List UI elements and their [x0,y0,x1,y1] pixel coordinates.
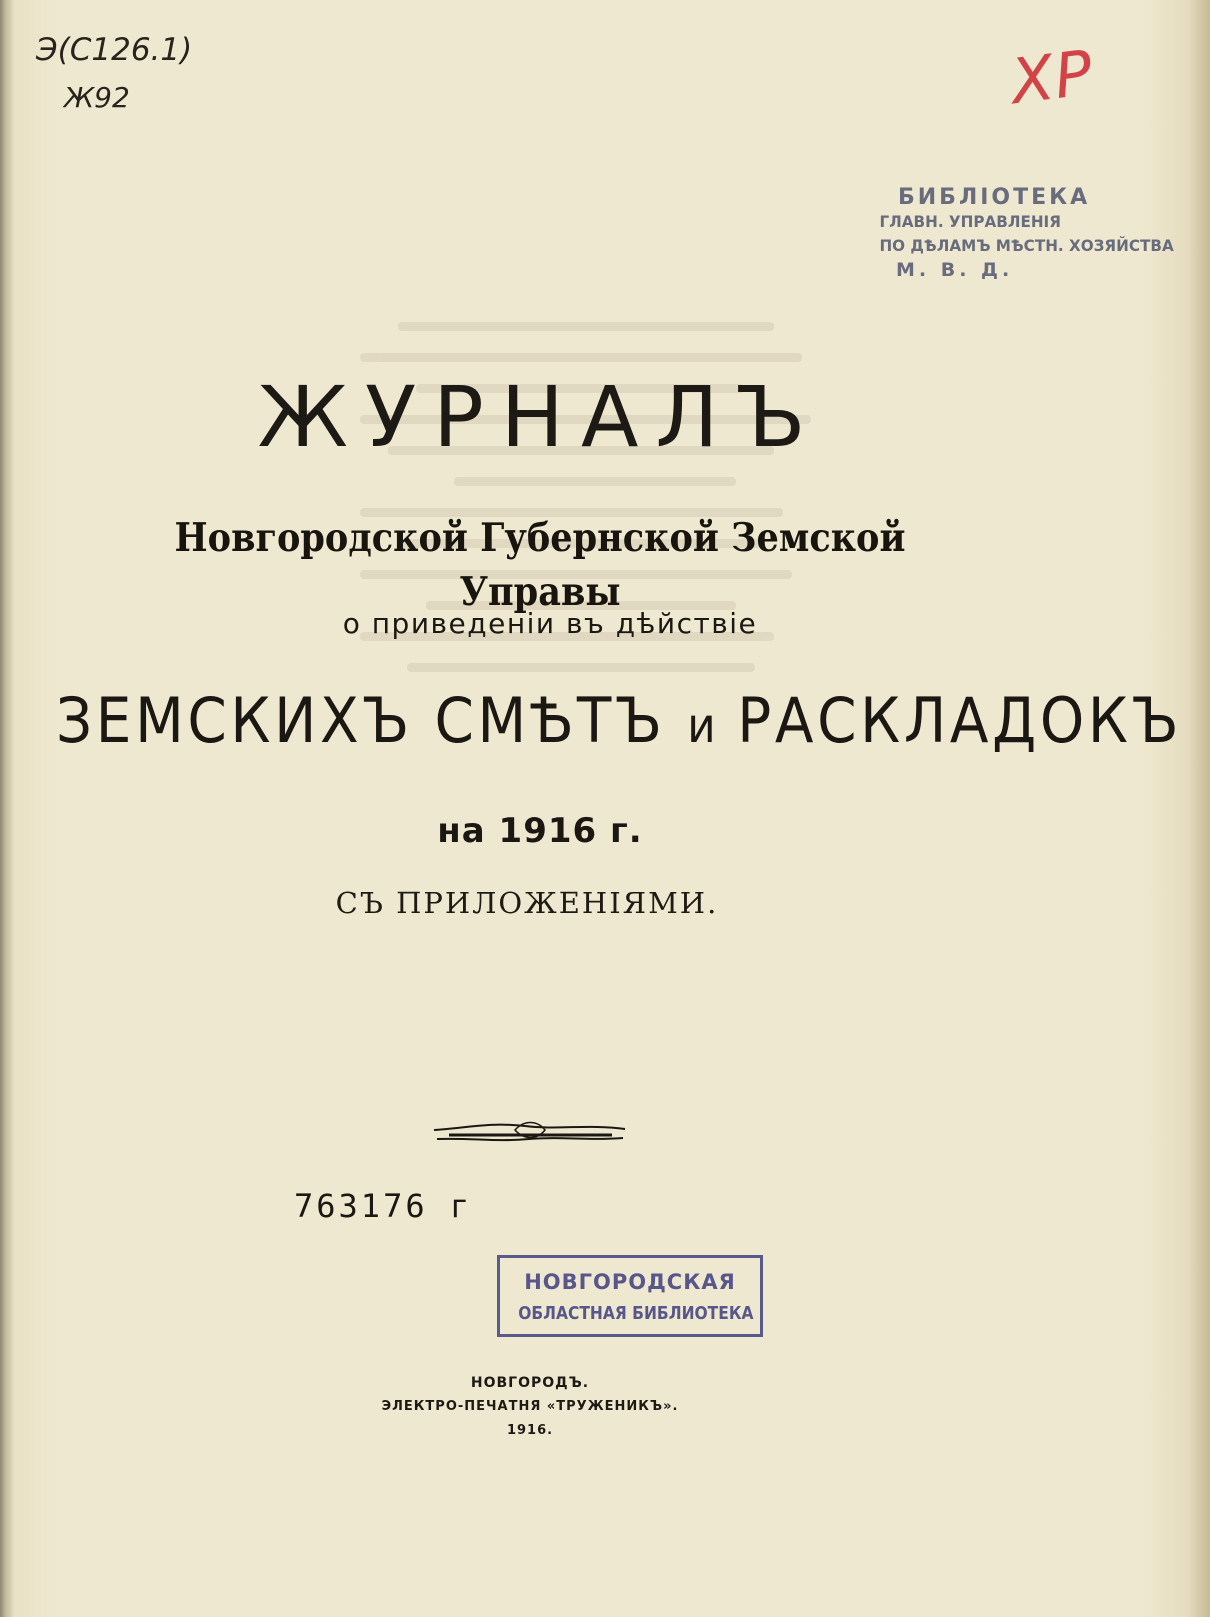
red-ink-mark: ХР [1006,35,1098,119]
imprint-printer: ЭЛЕКТРО-ПЕЧАТНЯ «ТРУЖЕНИКЪ». [381,1399,679,1414]
document-title: ЖУРНАЛЪ [257,368,823,466]
main-subject-heading [55,683,1183,759]
shelfmark-line-1: Э(С126.1) [36,32,193,68]
handwritten-shelfmark [36,26,206,136]
library-ownership-stamp [866,185,1174,294]
ornament-line-bottom [437,1138,623,1140]
ornament-line-top [434,1125,625,1130]
library-stamp-line-2: ГЛАВН. УПРАВЛЕНІЯ [879,212,1061,231]
library-stamp-line-1: БИБЛІОТЕКА [898,185,1091,210]
bleed-through-line [360,353,802,362]
subject-preposition-line: о приведеніи въ дѣйствіе [342,607,758,640]
bleed-through-line [454,477,736,486]
library-stamp-line-3: ПО ДѢЛАМЪ МѢСТН. ХОЗЯЙСТВА [879,236,1174,255]
inventory-number: 763176 г [294,1187,473,1225]
regional-stamp-line-2: ОБЛАСТНАЯ БИБЛИОТЕКА [518,1303,754,1324]
regional-library-stamp [497,1255,763,1337]
imprint-city: НОВГОРОДЪ. [470,1375,590,1391]
main-heading-part-2: РАСКЛАДОКЪ [737,684,1183,757]
appendix-note: СЪ ПРИЛОЖЕНІЯМИ. [335,886,719,920]
binding-shadow [0,0,14,1617]
bleed-through-line [398,322,774,331]
publication-imprint [340,1371,720,1457]
page-edge-shadow [1188,0,1210,1617]
year-line: на 1916 г. [437,811,643,851]
decorative-rule-ornament [431,1118,629,1144]
regional-stamp-line-1: НОВГОРОДСКАЯ [524,1270,736,1294]
shelfmark-line-2: Ж92 [64,81,130,114]
bleed-through-line [407,663,755,672]
imprint-year: 1916. [506,1423,554,1438]
library-stamp-line-4: М. В. Д. [896,259,1014,281]
main-heading-connector: и [687,698,716,754]
issuing-body-subtitle: Новгородской Губернской Земской Управы [174,515,906,615]
main-heading-part-1: ЗЕМСКИХЪ СМѢТЪ [55,684,666,757]
